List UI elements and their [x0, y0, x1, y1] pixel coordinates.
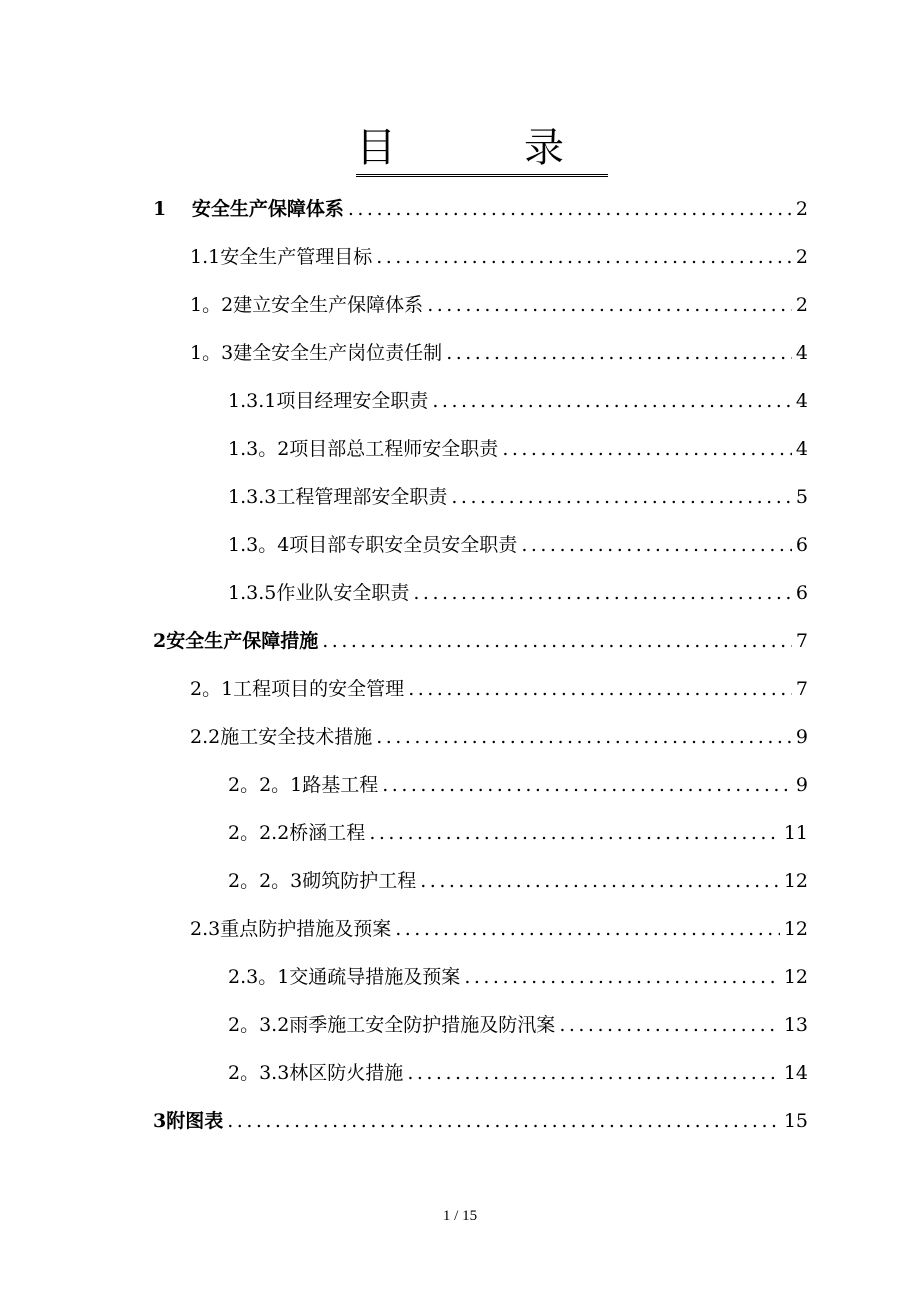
toc-dot-leader	[427, 294, 792, 316]
toc-entry-2-2-3[interactable]	[228, 866, 808, 896]
toc-entry-label: 2。3.2雨季施工安全防护措施及防汛案	[228, 1014, 556, 1036]
toc-entry-1-3-3[interactable]	[228, 482, 808, 512]
toc-dot-leader	[376, 246, 792, 268]
toc-entry-label: 2。3.3林区防火措施	[228, 1062, 404, 1084]
toc-entry-label: 2。2。1路基工程	[228, 774, 379, 796]
toc-entry-2-2[interactable]	[190, 722, 808, 752]
toc-entry-2[interactable]	[153, 626, 808, 656]
toc-entry-3[interactable]	[153, 1106, 808, 1136]
toc-dot-leader	[407, 1062, 780, 1084]
toc-page-number: 14	[783, 1062, 808, 1084]
toc-entry-label: 1.3。4项目部专职安全员安全职责	[228, 534, 518, 556]
toc-dot-leader	[369, 822, 780, 844]
toc-entry-2-3[interactable]	[190, 914, 808, 944]
toc-entry-label: 2安全生产保障措施	[153, 630, 319, 652]
toc-dot-leader	[322, 630, 792, 652]
toc-entry-1[interactable]	[153, 194, 808, 224]
toc-dot-leader	[382, 774, 792, 796]
toc-entry-2-3-2[interactable]	[228, 1010, 808, 1040]
toc-dot-leader	[395, 918, 780, 940]
toc-entry-label: 2。2。3砌筑防护工程	[228, 870, 417, 892]
toc-page-number: 9	[795, 774, 808, 796]
toc-entry-1-3-4[interactable]	[228, 530, 808, 560]
toc-dot-leader	[413, 582, 792, 604]
toc-entry-2-2-1[interactable]	[228, 770, 808, 800]
toc-page-number: 11	[783, 822, 808, 844]
toc-page-number: 4	[795, 438, 808, 460]
toc-entry-label: 1。2建立安全生产保障体系	[190, 294, 424, 316]
toc-dot-leader	[432, 390, 792, 412]
toc-entry-label: 3附图表	[153, 1110, 224, 1132]
toc-dot-leader	[446, 342, 792, 364]
toc-dot-leader	[521, 534, 792, 556]
toc-entry-label: 1.3.1项目经理安全职责	[228, 390, 429, 412]
toc-entry-1-3-2[interactable]	[228, 434, 808, 464]
toc-page-number: 2	[795, 198, 808, 220]
page-title: 目 录	[356, 124, 608, 177]
toc-page-number: 12	[783, 918, 808, 940]
toc-entry-label: 1.3.5作业队安全职责	[228, 582, 410, 604]
toc-entry-label: 2.2施工安全技术措施	[190, 726, 373, 748]
toc-entry-1-1[interactable]	[190, 242, 808, 272]
toc-page-number: 2	[795, 246, 808, 268]
toc-page-number: 15	[783, 1110, 808, 1132]
toc-page-number: 7	[795, 630, 808, 652]
toc-page-number: 6	[795, 534, 808, 556]
toc-entry-label: 1 安全生产保障体系	[153, 198, 344, 220]
toc-dot-leader	[227, 1110, 780, 1132]
toc-page-number: 6	[795, 582, 808, 604]
toc-entry-1-3-1[interactable]	[228, 386, 808, 416]
toc-entry-label: 1.1安全生产管理目标	[190, 246, 373, 268]
toc-dot-leader	[408, 678, 792, 700]
toc-page-number: 12	[783, 966, 808, 988]
toc-entry-1-2[interactable]	[190, 290, 808, 320]
toc-page-number: 12	[783, 870, 808, 892]
toc-dot-leader	[376, 726, 792, 748]
toc-dot-leader	[559, 1014, 780, 1036]
toc-entry-label: 2.3重点防护措施及预案	[190, 918, 392, 940]
toc-page-number: 9	[795, 726, 808, 748]
toc-page-number: 4	[795, 342, 808, 364]
toc-entry-label: 2.3。1交通疏导措施及预案	[228, 966, 461, 988]
toc-entry-2-3-1[interactable]	[228, 962, 808, 992]
toc-dot-leader	[451, 486, 792, 508]
toc-page-number: 5	[795, 486, 808, 508]
toc-entry-1-3-5[interactable]	[228, 578, 808, 608]
toc-dot-leader	[348, 198, 792, 220]
toc-page-number: 7	[795, 678, 808, 700]
toc-entry-label: 1.3。2项目部总工程师安全职责	[228, 438, 499, 460]
toc-page-number: 2	[795, 294, 808, 316]
toc-dot-leader	[464, 966, 780, 988]
toc-entry-2-3-3[interactable]	[228, 1058, 808, 1088]
toc-entry-2-1[interactable]	[190, 674, 808, 704]
toc-entry-label: 2。1工程项目的安全管理	[190, 678, 405, 700]
toc-page-number: 13	[783, 1014, 808, 1036]
page-number-footer: 1 / 15	[442, 1208, 478, 1224]
toc-entry-label: 2。2.2桥涵工程	[228, 822, 366, 844]
toc-entry-2-2-2[interactable]	[228, 818, 808, 848]
toc-entry-label: 1。3建全安全生产岗位责任制	[190, 342, 443, 364]
toc-dot-leader	[420, 870, 780, 892]
toc-entry-1-3[interactable]	[190, 338, 808, 368]
toc-dot-leader	[502, 438, 792, 460]
toc-entry-label: 1.3.3工程管理部安全职责	[228, 486, 448, 508]
title-wrapper	[0, 124, 920, 177]
toc-page-number: 4	[795, 390, 808, 412]
